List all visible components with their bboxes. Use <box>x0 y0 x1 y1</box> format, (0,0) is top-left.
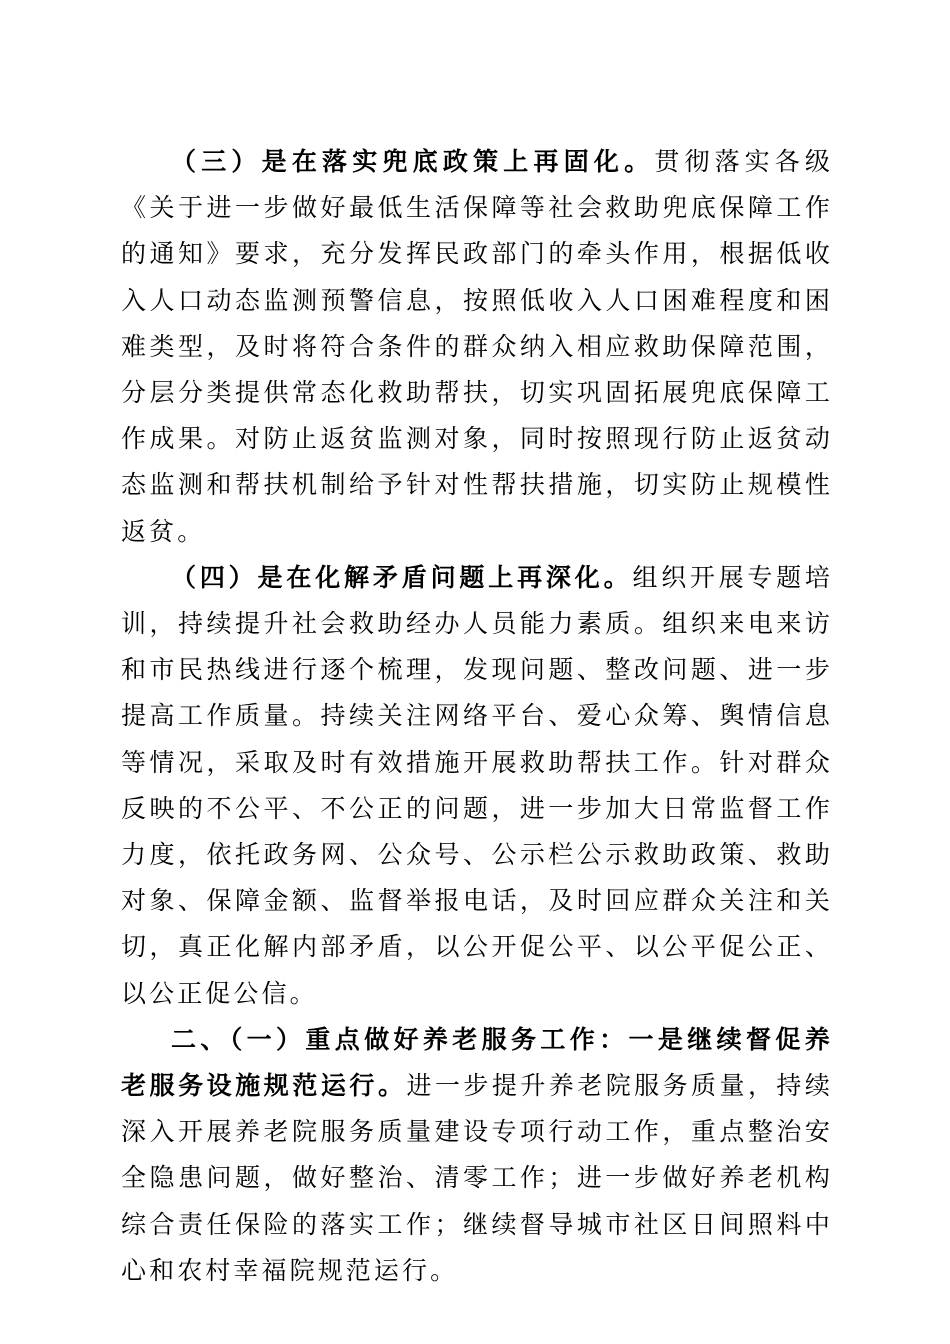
paragraph-resolve-conflicts <box>121 555 833 1017</box>
document-body <box>121 139 833 1294</box>
paragraph-heading: 二、（一）重点做好养老服务工作：一是继续督促养老服务设施规范运行。 <box>121 1024 833 1101</box>
paragraph-heading: （三）是在落实兜底政策上再固化。 <box>171 147 655 176</box>
paragraph-heading: （四）是在化解矛盾问题上再深化。 <box>171 562 633 592</box>
paragraph-safety-net-policy <box>121 139 833 555</box>
paragraph-text: 组织开展专题培训，持续提升社会救助经办人员能力素质。组织来电来访和市民热线进行逐个梳理，发现问题、整改问题、进一步提高工作质量。持续关注网络平台、爱心众筹、舆情信息等情况，采取及时有效措施开展救助帮扶工作。针对群众反映的不公平、不公正的问题，进一步加大日常监督工作力度，依托政务网、公众号、公示栏公示救助政策、救助对象、保障金额、监督举报电话，及时回应群众关注和关切，真正化解内部矛盾，以公开促公平、以公平促公正、以公正促公信。 <box>121 562 833 1008</box>
paragraph-text: 贯彻落实各级《关于进一步做好最低生活保障等社会救助兜底保障工作的通知》要求，充分发挥民政部门的牵头作用，根据低收入人口动态监测预警信息，按照低收入人口困难程度和困难类型，及时将符合条件的群众纳入相应救助保障范围，分层分类提供常态化救助帮扶，切实巩固拓展兜底保障工作成果。对防止返贫监测对象，同时按照现行防止返贫动态监测和帮扶机制给予针对性帮扶措施，切实防止规模性返贫。 <box>121 147 834 546</box>
paragraph-text: 进一步提升养老院服务质量，持续深入开展养老院服务质量建设专项行动工作，重点整治安全隐患问题，做好整治、清零工作；进一步做好养老机构综合责任保险的落实工作；继续督导城市社区日间照料中心和农村幸福院规范运行。 <box>121 1071 833 1285</box>
paragraph-elderly-care <box>121 1017 833 1294</box>
